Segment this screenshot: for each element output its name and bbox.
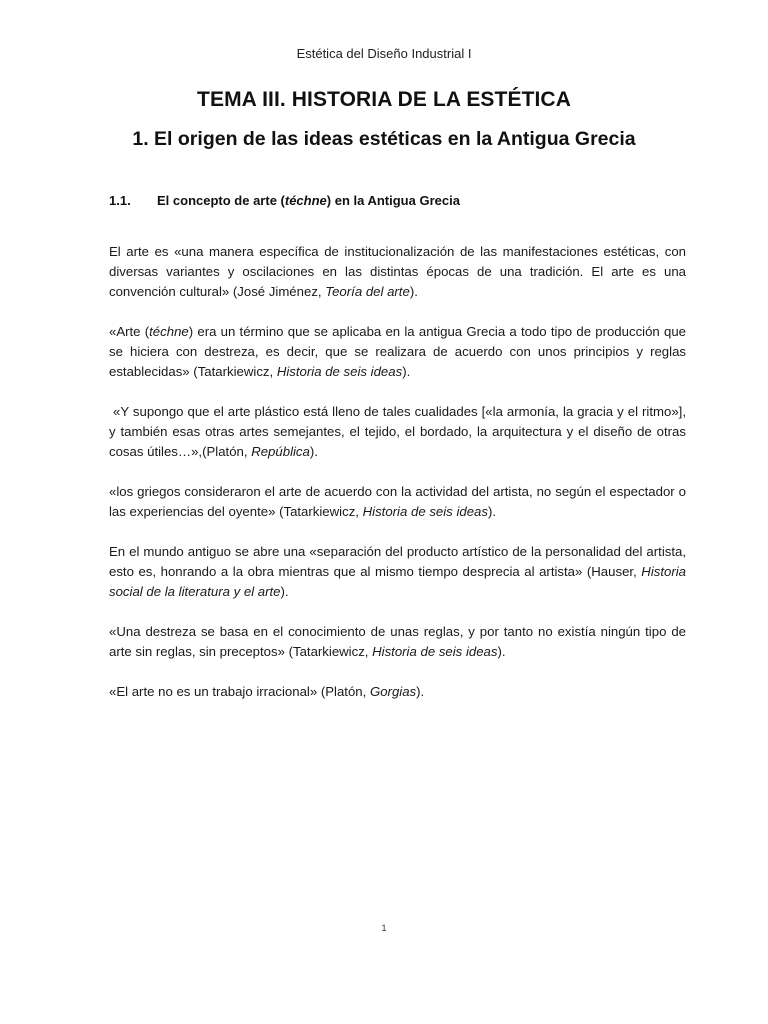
sub-title: 1. El origen de las ideas estéticas en la Antigua Grecia [132, 128, 636, 150]
section-title-after: ) en la Antigua Grecia [326, 193, 460, 208]
paragraph [109, 542, 686, 602]
paragraph-text: El arte es «una manera específica de institucionalización de las manifestaciones estéticas, con diversas variantes y oscilaciones en las distintas épocas de una tradición. El arte es una convención cultural» (José Jiménez, [109, 244, 686, 299]
italic-citation: téchne [149, 324, 189, 339]
italic-citation: Teoría del arte [325, 284, 410, 299]
paragraph-text: En el mundo antiguo se abre una «separación del producto artístico de la personalidad del artista, esto es, honrando a la obra mientras que al mismo tiempo desprecia al artista» (Hauser, [109, 544, 686, 579]
paragraph-text: ). [487, 504, 497, 519]
paragraph [109, 402, 686, 462]
paragraph-text: «los griegos consideraron el arte de acuerdo con la actividad del artista, no según el espectador o las experiencias del oyente» (Tatarkiewicz, [109, 484, 686, 519]
running-header: Estética del Diseño Industrial I [296, 46, 472, 61]
main-title: TEMA III. HISTORIA DE LA ESTÉTICA [197, 88, 571, 111]
paragraph-text: «Y supongo que el arte plástico está lleno de tales cualidades [«la armonía, la gracia y el ritmo»], y también esas otras artes semejantes, el tejido, el bordado, la arquitectura y el diseño de otras cosas útiles…»,(Platón, [109, 404, 686, 459]
paragraph-text: ). [309, 444, 318, 459]
paragraph-text: «El arte no es un trabajo irracional» (Platón, [109, 684, 370, 699]
paragraph-text: ). [497, 644, 506, 659]
italic-citation: Historia social de la literatura y el arte [109, 564, 686, 599]
paragraph-text: «Arte ( [109, 324, 150, 339]
section-title-italic: téchne [284, 193, 327, 208]
italic-citation: Historia de seis ideas [362, 504, 488, 519]
italic-citation: República [251, 444, 310, 459]
page-number: 1 [381, 923, 387, 933]
italic-citation: Historia de seis ideas [372, 644, 498, 659]
paragraph-text: ). [416, 684, 425, 699]
section-title-before: El concepto de arte ( [157, 193, 285, 208]
paragraph-text: ). [409, 284, 418, 299]
paragraph [109, 482, 686, 522]
body-text [109, 242, 686, 722]
italic-citation: Historia de seis ideas [276, 364, 403, 379]
paragraph-text: ). [280, 584, 289, 599]
paragraph [109, 322, 686, 382]
italic-citation: Gorgias [369, 684, 417, 699]
paragraph-text: «Una destreza se basa en el conocimiento de unas reglas, y por tanto no existía ningún tipo de arte sin reglas, sin preceptos» (Tatarkiewicz, [109, 624, 686, 659]
paragraph-text: ) era un término que se aplicaba en la antigua Grecia a todo tipo de producción que se hiciera con destreza, es decir, que se realizara de acuerdo con unos principios y reglas establecidas» (Tatarkiewicz, [109, 324, 686, 379]
section-number: 1.1. [109, 193, 131, 208]
paragraph-text: ). [402, 364, 411, 379]
section-heading [109, 193, 460, 208]
paragraph [109, 622, 686, 662]
paragraph [109, 242, 686, 302]
paragraph [109, 682, 686, 702]
